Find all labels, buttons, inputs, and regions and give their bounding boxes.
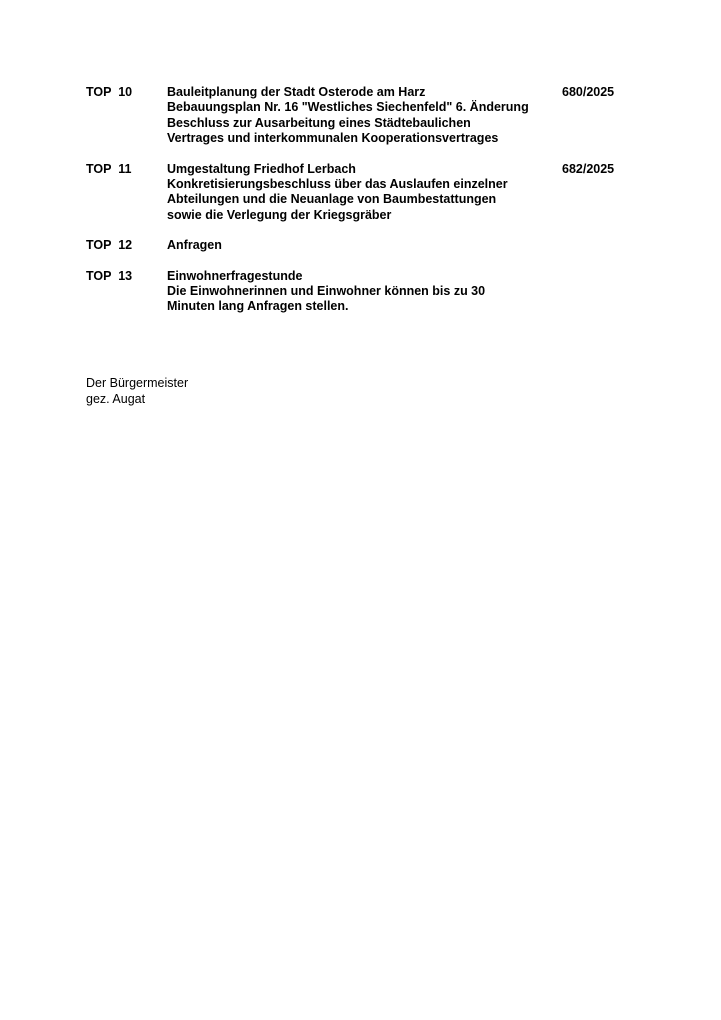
signature-block bbox=[86, 376, 188, 407]
agenda-item-line: Die Einwohnerinnen und Einwohner können bis zu 30 bbox=[167, 284, 486, 299]
agenda-item-description bbox=[167, 85, 562, 147]
agenda-item-line: Konkretisierungsbeschluss über das Auslaufen einzelner bbox=[167, 177, 508, 192]
agenda-item-line: Umgestaltung Friedhof Lerbach bbox=[167, 161, 356, 176]
agenda-item-top-12 bbox=[86, 238, 646, 253]
agenda-item-line: Abteilungen und die Neuanlage von Baumbestattungen bbox=[167, 192, 497, 207]
agenda-item-number: TOP 12 bbox=[86, 238, 133, 253]
agenda-item-line: Minuten lang Anfragen stellen. bbox=[167, 299, 349, 314]
agenda-item-line: Bauleitplanung der Stadt Osterode am Harz bbox=[167, 85, 426, 99]
signature-name: gez. Augat bbox=[86, 391, 146, 406]
agenda-item-description bbox=[167, 269, 562, 315]
agenda-item-top-10 bbox=[86, 85, 646, 147]
agenda-item-line: Beschluss zur Ausarbeitung eines Städtebaulichen bbox=[167, 115, 471, 130]
agenda-item-line: sowie die Verlegung der Kriegsgräber bbox=[167, 207, 392, 222]
agenda-item-reference: 680/2025 bbox=[562, 85, 615, 99]
agenda-list bbox=[86, 85, 646, 315]
agenda-item-reference: 682/2025 bbox=[562, 161, 615, 176]
agenda-item-top-11 bbox=[86, 162, 646, 224]
agenda-item-description bbox=[167, 162, 562, 224]
agenda-item-line: Vertrages und interkommunalen Kooperationsvertrages bbox=[167, 131, 499, 146]
agenda-item-number: TOP 10 bbox=[86, 85, 133, 99]
agenda-item-line: Anfragen bbox=[167, 238, 222, 253]
agenda-item-top-13 bbox=[86, 269, 646, 315]
agenda-item-description bbox=[167, 238, 562, 253]
signature-title: Der Bürgermeister bbox=[86, 376, 189, 390]
agenda-item-line: Bebauungsplan Nr. 16 "Westliches Siechenfeld" 6. Änderung bbox=[167, 100, 529, 115]
agenda-item-number: TOP 11 bbox=[86, 161, 132, 176]
agenda-item-number: TOP 13 bbox=[86, 268, 133, 283]
agenda-item-line: Einwohnerfragestunde bbox=[167, 268, 303, 283]
